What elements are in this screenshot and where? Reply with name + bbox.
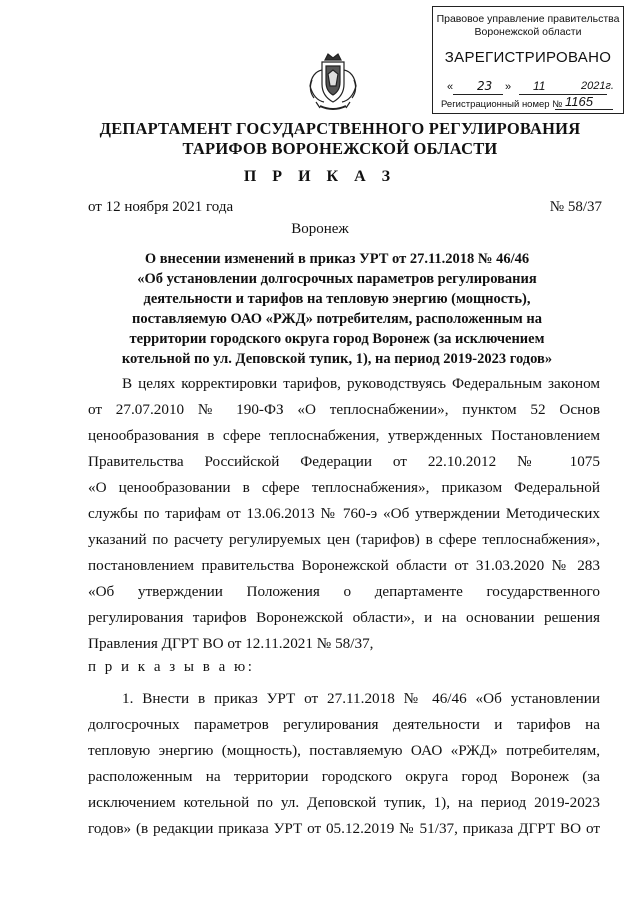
decree-keyword: п р и к а з ы в а ю:	[88, 659, 255, 675]
item-1-line: 1. Внести в приказ УРТ от 27.11.2018 № 46/46 «Об установлении	[122, 690, 600, 707]
subject-line: территории городского округа город Воронеж (за исключением	[129, 331, 545, 347]
preamble-line: постановлением правительства Воронежской области от 31.03.2020 № 283	[88, 557, 600, 574]
subject-line: котельной по ул. Деповской тупик, 1), на период 2019-2023 годов»	[121, 351, 553, 367]
stamp-org-line1: Правовое управление правительства	[436, 13, 620, 25]
stamp-month-underline	[519, 94, 607, 95]
stamp-registered-label: ЗАРЕГИСТРИРОВАНО	[444, 49, 612, 66]
stamp-open-quote: «	[447, 81, 454, 93]
stamp-year: 2021г.	[581, 80, 614, 92]
order-number: № 58/37	[549, 199, 602, 215]
stamp-reg-number	[441, 94, 621, 110]
preamble-line: указаний по расчету регулируемых цен (тарифов) в сфере теплоснабжения»,	[88, 531, 600, 548]
item-1-line: тепловую энергию (мощность), поставляемую ОАО «РЖД» потребителям,	[88, 742, 600, 759]
subject-line: поставляемую ОАО «РЖД» потребителям, расположенным на	[131, 311, 543, 327]
department-name-line1: ДЕПАРТАМЕНТ ГОСУДАРСТВЕННОГО РЕГУЛИРОВАНИЯ	[99, 119, 581, 138]
subject-line: О внесении изменений в приказ УРТ от 27.11.2018 № 46/46	[144, 251, 530, 267]
item-1-line: годов» (в редакции приказа УРТ от 05.12.2019 № 51/37, приказа ДГРТ ВО от	[88, 820, 600, 837]
stamp-day-underline	[453, 94, 503, 95]
subject-line: деятельности и тарифов на тепловую энергию (мощность),	[143, 291, 531, 307]
order-subject	[108, 249, 566, 369]
preamble-line: «О ценообразовании в сфере теплоснабжения», приказом Федеральной	[88, 479, 600, 496]
order-city: Воронеж	[291, 221, 349, 237]
preamble-line: службы по тарифам от 13.06.2013 № 760-э «Об утверждении Методических	[88, 505, 600, 522]
document-title: П Р И К А З	[243, 168, 397, 185]
stamp-organization	[433, 13, 623, 39]
preamble-line: от 27.07.2010 № 190-ФЗ «О теплоснабжении», пунктом 52 Основ	[88, 401, 600, 418]
stamp-reg-number-underline	[555, 109, 613, 110]
item-1-line: исключением котельной по ул. Деповской тупик, 1), на период 2019-2023	[88, 794, 600, 811]
registration-stamp	[432, 6, 624, 114]
coat-of-arms-emblem	[306, 50, 360, 116]
item-1-paragraph	[88, 686, 600, 842]
preamble-line: Правительства Российской Федерации от 22.10.2012 № 1075	[88, 453, 600, 470]
item-1-line: расположенным на территории городского округа город Воронеж (за	[88, 768, 600, 785]
subject-line: «Об установлении долгосрочных параметров регулирования	[137, 271, 537, 287]
preamble-paragraph	[88, 371, 600, 657]
preamble-line: «Об утверждении Положения о департаменте государственного	[88, 583, 600, 600]
item-1-line: долгосрочных параметров регулирования деятельности и тарифов на	[88, 716, 600, 733]
preamble-line: В целях корректировки тарифов, руководствуясь Федеральным законом	[122, 375, 600, 392]
department-name-line2: ТАРИФОВ ВОРОНЕЖСКОЙ ОБЛАСТИ	[182, 139, 498, 158]
preamble-line: Правления ДГРТ ВО от 12.11.2021 № 58/37,	[88, 635, 374, 652]
preamble-line: ценообразования в сфере теплоснабжения, утвержденных Постановлением	[88, 427, 600, 444]
stamp-org-line2: Воронежской области	[474, 26, 582, 38]
stamp-reg-number-label: Регистрационный номер №	[441, 99, 563, 110]
stamp-month: 11	[533, 79, 546, 93]
stamp-day: 23	[477, 79, 493, 93]
stamp-close-quote: »	[505, 81, 512, 93]
stamp-reg-number-value: 1165	[565, 94, 593, 109]
preamble-line: регулирования тарифов Воронежской области», и на основании решения	[88, 609, 600, 626]
order-date: от 12 ноября 2021 года	[88, 199, 234, 215]
